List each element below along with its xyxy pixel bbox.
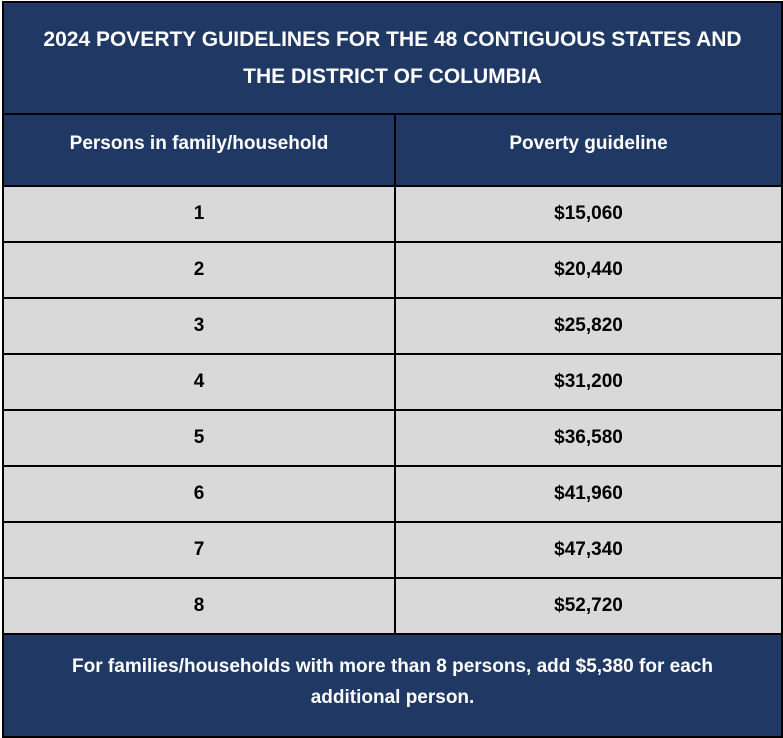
persons-cell: 7 xyxy=(4,523,396,577)
guideline-cell: $25,820 xyxy=(554,315,623,336)
table-row xyxy=(4,187,781,243)
guidelines-table xyxy=(2,1,783,738)
guideline-cell: $20,440 xyxy=(554,259,623,280)
table-row xyxy=(4,299,781,355)
persons-cell: 2 xyxy=(4,243,396,297)
guideline-cell: $15,060 xyxy=(554,203,623,224)
table-row xyxy=(4,467,781,523)
guideline-cell: $47,340 xyxy=(554,539,623,560)
guideline-cell: $52,720 xyxy=(554,595,623,616)
table-row xyxy=(4,579,781,635)
guideline-cell: $31,200 xyxy=(554,371,623,392)
table-row xyxy=(4,411,781,467)
guideline-cell: $41,960 xyxy=(554,483,623,504)
table-row xyxy=(4,523,781,579)
table-header-row xyxy=(4,115,781,187)
persons-cell: 4 xyxy=(4,355,396,409)
persons-cell: 6 xyxy=(4,467,396,521)
table-row xyxy=(4,355,781,411)
table-title: 2024 POVERTY GUIDELINES FOR THE 48 CONTIGUOUS STATES AND THE DISTRICT OF COLUMBIA xyxy=(4,3,781,115)
persons-cell: 3 xyxy=(4,299,396,353)
column-header-persons: Persons in family/household xyxy=(4,115,396,185)
persons-cell: 1 xyxy=(4,187,396,241)
table-row xyxy=(4,243,781,299)
guideline-cell: $36,580 xyxy=(554,427,623,448)
persons-cell: 8 xyxy=(4,579,396,633)
table-body xyxy=(4,187,781,635)
footnote: For families/households with more than 8 persons, add $5,380 for each additional person. xyxy=(72,655,713,708)
column-header-guideline: Poverty guideline xyxy=(509,133,668,154)
persons-cell: 5 xyxy=(4,411,396,465)
